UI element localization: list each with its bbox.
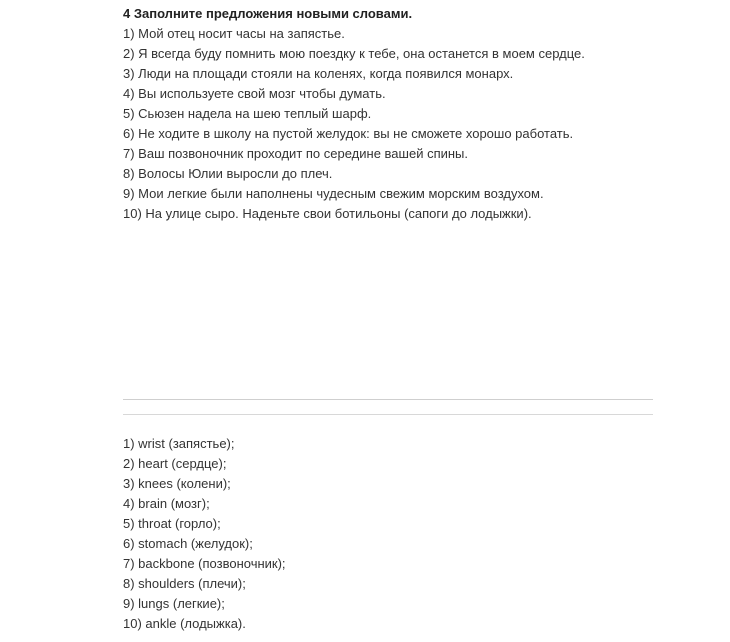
answer-2: 2) heart (сердце); xyxy=(123,456,227,471)
divider-line xyxy=(123,399,653,400)
answer-10: 10) ankle (лодыжка). xyxy=(123,616,246,631)
task-block xyxy=(123,4,683,224)
sentence-3: 3) Люди на площади стояли на коленях, когда появился монарх. xyxy=(123,66,514,81)
answer-7: 7) backbone (позвоночник); xyxy=(123,556,286,571)
sentence-10: 10) На улице сыро. Наденьте свои ботильоны (сапоги до лодыжки). xyxy=(123,206,532,221)
sentence-4: 4) Вы используете свой мозг чтобы думать. xyxy=(123,86,386,101)
task-title: 4 Заполните предложения новыми словами. xyxy=(123,6,413,21)
answer-1: 1) wrist (запястье); xyxy=(123,436,235,451)
sentence-1: 1) Мой отец носит часы на запястье. xyxy=(123,26,345,41)
sentence-9: 9) Мои легкие были наполнены чудесным свежим морским воздухом. xyxy=(123,186,544,201)
answer-5: 5) throat (горло); xyxy=(123,516,221,531)
answer-9: 9) lungs (легкие); xyxy=(123,596,225,611)
answer-8: 8) shoulders (плечи); xyxy=(123,576,246,591)
sentence-2: 2) Я всегда буду помнить мою поездку к тебе, она останется в моем сердце. xyxy=(123,46,585,61)
answer-3: 3) knees (колени); xyxy=(123,476,231,491)
answer-4: 4) brain (мозг); xyxy=(123,496,210,511)
sentence-6: 6) Не ходите в школу на пустой желудок: вы не сможете хорошо работать. xyxy=(123,126,574,141)
answers-block xyxy=(123,434,683,634)
sentence-7: 7) Ваш позвоночник проходит по середине вашей спины. xyxy=(123,146,469,161)
sentence-5: 5) Сьюзен надела на шею теплый шарф. xyxy=(123,106,372,121)
answer-6: 6) stomach (желудок); xyxy=(123,536,253,551)
divider-line xyxy=(123,414,653,415)
sentence-8: 8) Волосы Юлии выросли до плеч. xyxy=(123,166,333,181)
